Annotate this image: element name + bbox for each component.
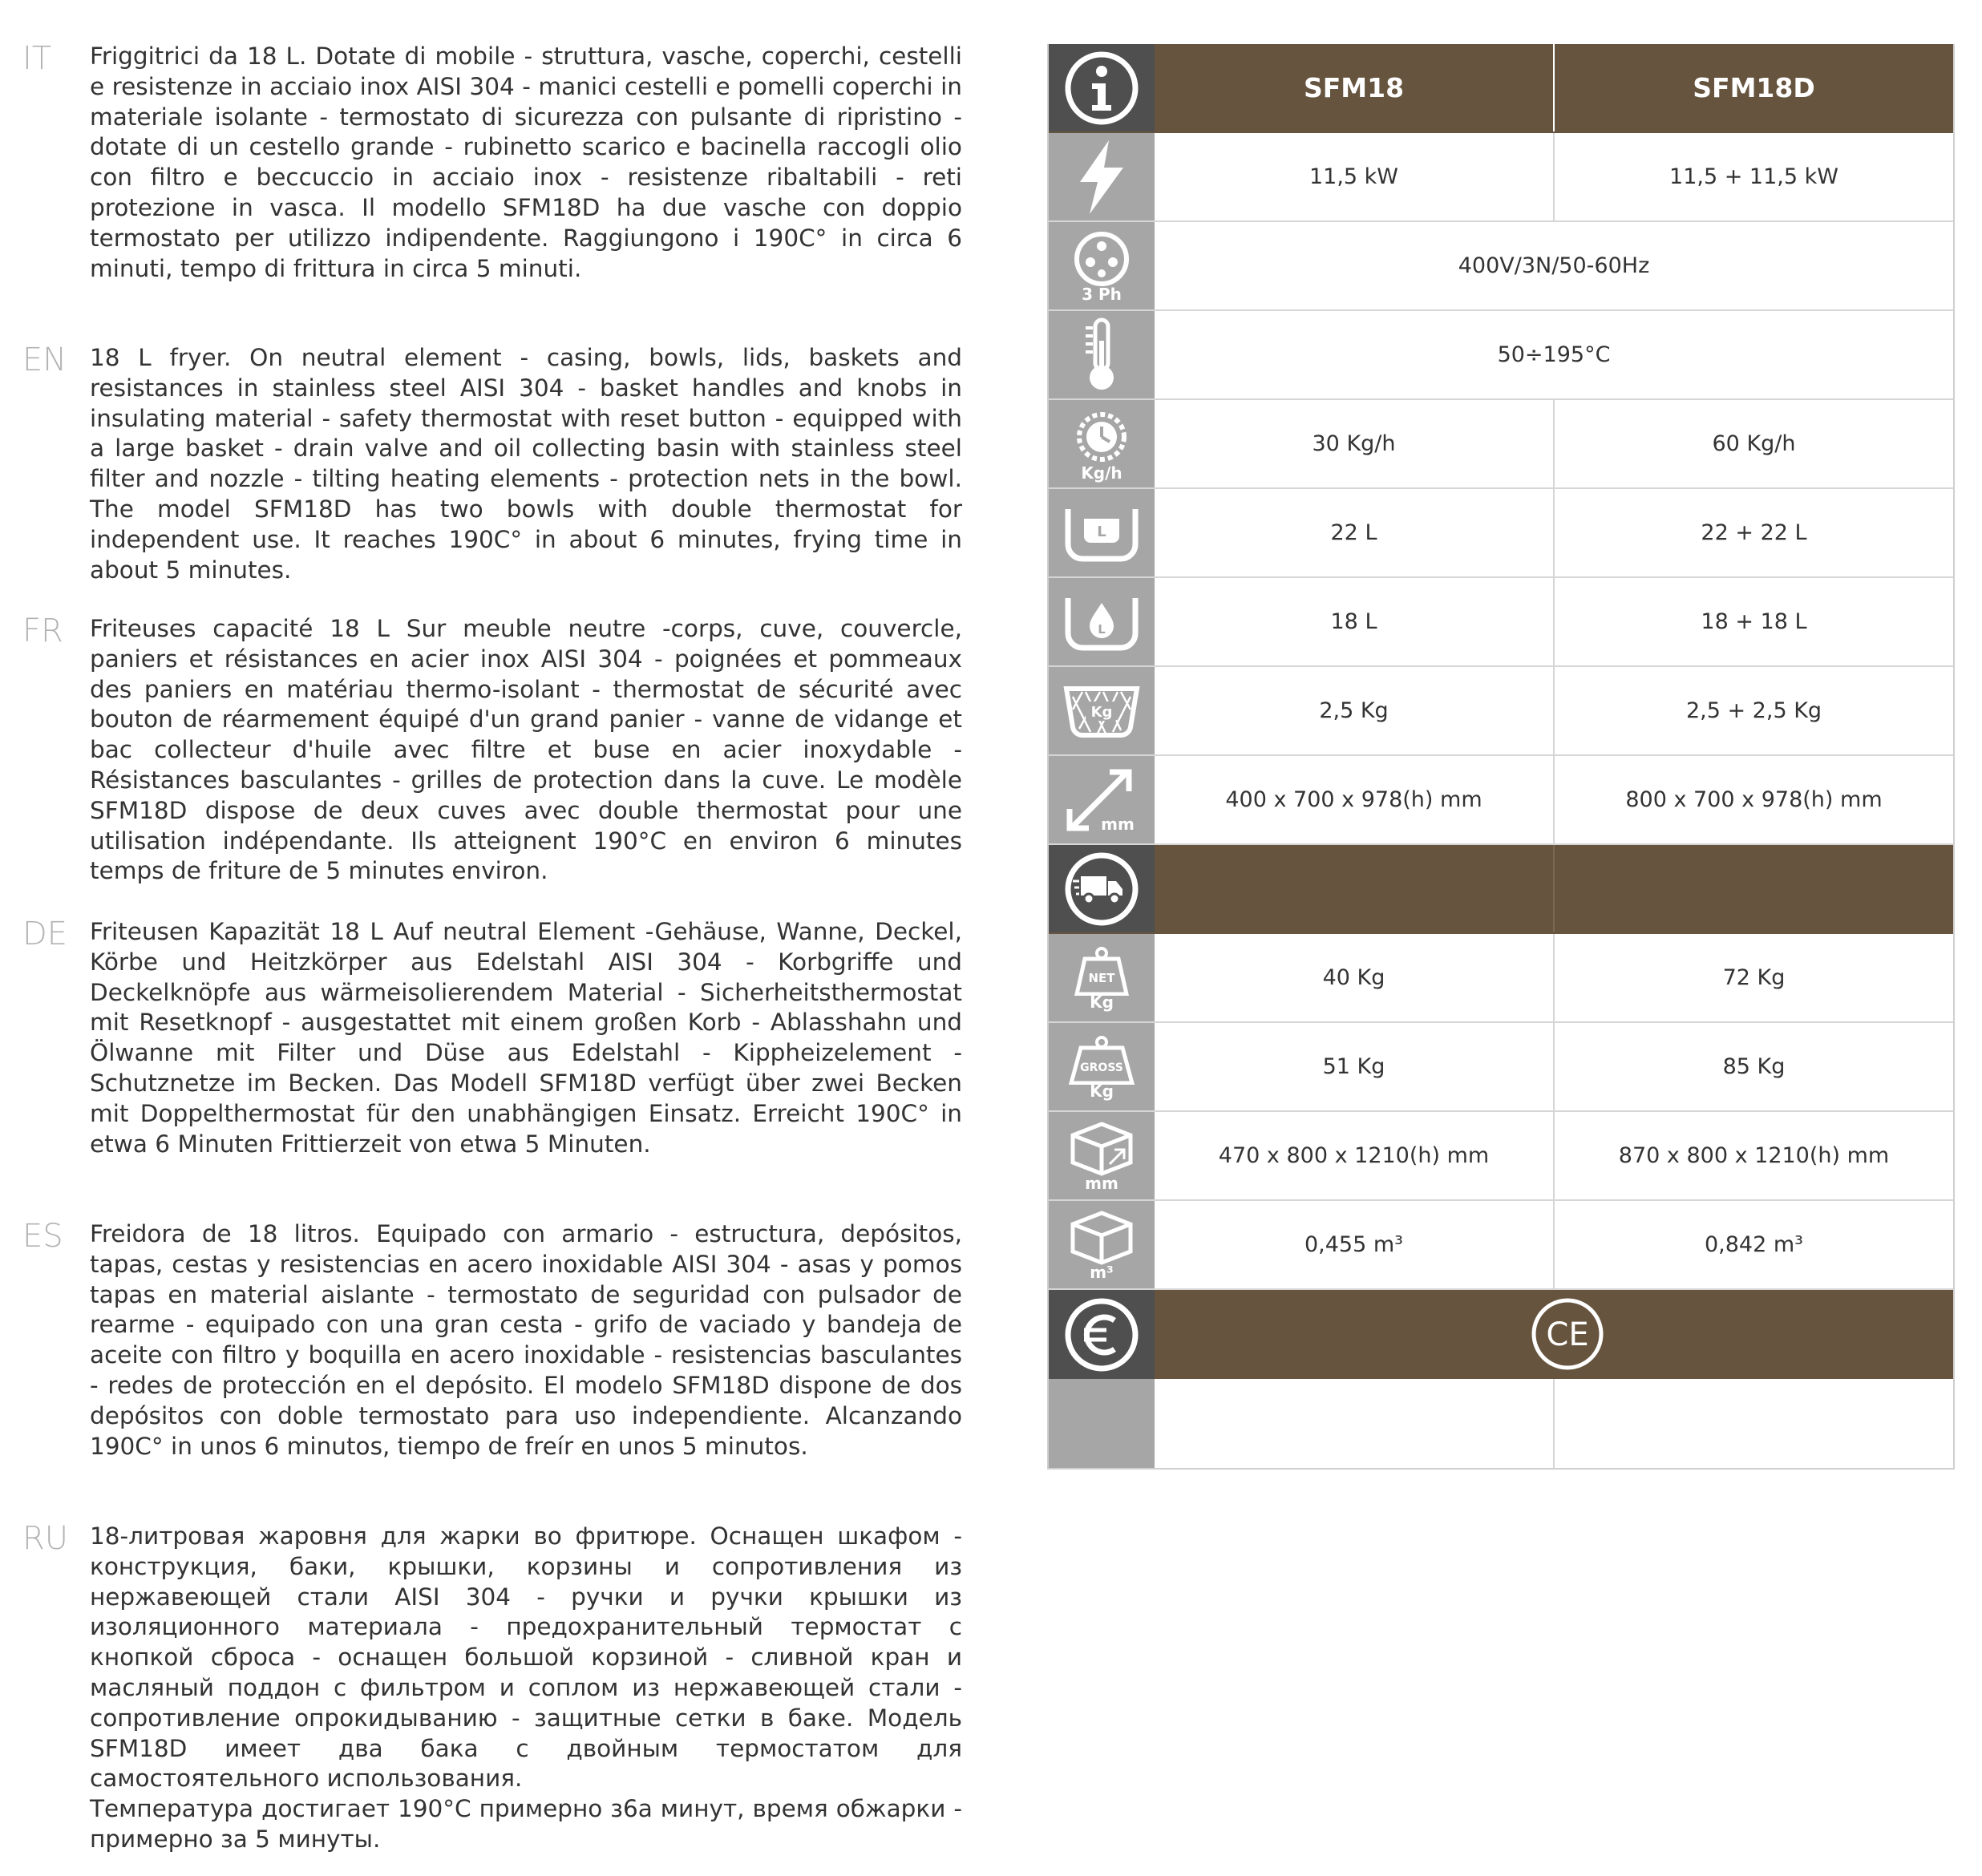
icon-caption: Kg <box>1090 1081 1114 1101</box>
value-cell: 400 x 700 x 978(h) mm <box>1155 756 1555 843</box>
table-row <box>1049 489 1953 578</box>
price-row <box>1049 1379 1953 1468</box>
table-row <box>1049 1112 1953 1201</box>
package-dimensions-icon <box>1049 1112 1155 1199</box>
icon-badge: L <box>1098 621 1106 637</box>
description-text: Friggitrici da 18 L. Dotate di mobile - struttura, vasche, coperchi, cestelli e resistenze in acciaio inox AISI 304 - manici cestelli e pomelli coperchi in materiale isolante - termostato di sicurezza con pulsante di ripristino - dotate di un cestello grande - rubinetto scarico e bacinella raccogli olio con filtro e beccuccio in acciaio inox - resistenze ribaltabili - reti protezione in vasca. Il modello SFM18D ha due vasche con doppio termostato per utilizzo indipendente. Raggiungono i 190C° in circa 6 minuti, tempo di frittura in circa 5 minuti. <box>90 42 962 282</box>
package-volume-icon <box>1049 1201 1155 1288</box>
value-cell: 18 L <box>1155 578 1555 665</box>
value-cell: 11,5 kW <box>1155 133 1555 220</box>
description-text: 18 L fryer. On neutral element - casing, bowls, lids, baskets and resistances in stainless steel AISI 304 - basket handles and knobs in insulating material - safety thermostat with reset button - equipped with a large basket - drain valve and oil collecting basin with stainless steel filter and nozzle - tilting heating elements - protection nets in the bowl. The model SFM18D has two bowls with double thermostat for independent use. It reaches 190C° in about 6 minutes, frying time in about 5 minutes. <box>90 344 962 584</box>
price-cell <box>1555 1379 1953 1468</box>
value-cell: 22 L <box>1155 489 1555 576</box>
icon-badge: L <box>1097 523 1106 540</box>
empty-cell <box>1555 845 1953 932</box>
dimensions-arrow-icon <box>1049 756 1155 843</box>
model-header-sfm18: SFM18 <box>1155 44 1555 131</box>
language-code: ES <box>22 1218 63 1255</box>
value-cell: 50÷195°C <box>1497 342 1611 367</box>
table-row <box>1049 1023 1953 1112</box>
icon-badge: GROSS <box>1080 1061 1123 1074</box>
value-cell: 800 x 700 x 978(h) mm <box>1625 787 1883 812</box>
value-cell: 72 Kg <box>1722 965 1786 990</box>
value-cell: 85 Kg <box>1722 1054 1786 1079</box>
thermometer-icon <box>1049 311 1155 398</box>
description-text: Friteuses capacité 18 L Sur meuble neutre -corps, cuve, couvercle, paniers et résistances en acier inox AISI 304 - poignées et pommeaux des paniers en matériau thermo-isolant - thermostat de sécurité avec bouton de réarmement équipé d'un grand panier - vanne de vidange et bac collecteur d'huile avec filtre et buse en acier inoxydable - Résistances basculantes - grilles de protection dans la cuve. Le modèle SFM18D dispose de deux cuves avec double thermostat pour une utilisation indépendante. Ils atteignent 190°C en environ 6 minutes temps de friture de 5 minutes environ. <box>90 615 962 885</box>
shipping-header-row <box>1049 845 1953 934</box>
model-header-sfm18d: SFM18D <box>1693 72 1815 103</box>
value-cell: 40 Kg <box>1155 934 1555 1021</box>
info-icon <box>1049 44 1155 131</box>
value-cell: 2,5 Kg <box>1155 667 1555 754</box>
value-cell: 18 + 18 L <box>1701 609 1807 634</box>
table-header-row <box>1049 44 1953 133</box>
oil-capacity-icon <box>1049 578 1155 665</box>
three-phase-plug-icon <box>1049 222 1155 309</box>
description-text: 18-литровая жаровня для жарки во фритюре. Оснащен шкафом - конструкция, баки, крышки, корзины и сопротивления из нержавеющей стали AISI 304 - ручки и ручки крышки из изоляционного материала - предохранительный термостат с кнопкой сброса - оснащен большой корзиной - сливной кран и масляный поддон с фильтром и соплом из нержавеющей стали - сопротивление опрокидыванию - защитные сетки в баке. Модель SFM18D имеет два бака с двойным термостатом для самостоятельного использования. Температура достигает 190°C примерно з6а минут, время обжарки - примерно за 5 минуты. <box>90 1522 962 1853</box>
value-cell: 0,455 m³ <box>1155 1201 1555 1288</box>
icon-caption: mm <box>1085 1173 1118 1193</box>
value-cell: 870 x 800 x 1210(h) mm <box>1618 1143 1890 1168</box>
table-row <box>1049 133 1953 222</box>
language-code: FR <box>22 613 63 649</box>
power-lightning-icon <box>1049 133 1155 220</box>
ce-mark-text: CE <box>1546 1316 1589 1353</box>
value-cell: 22 + 22 L <box>1701 520 1807 545</box>
language-code: DE <box>22 916 68 952</box>
description-text: Freidora de 18 litros. Equipado con armario - estructura, depósitos, tapas, cestas y resistencias en acero inoxidable AISI 304 - asas y pomos tapas en material aislante - termostato de seguridad con pulsador de rearme - equipado con una gran cesta - grifo de vaciado y bandeja de aceite con filtro y boquilla en acero inoxidable - resistencias basculantes - redes de protección en el depósito. El modelo SFM18D dispone de dos depósitos con doble termostato para uso independiente. Alcanzando 190C° in unos 6 minutos, tiempo de freír en unos 5 minutos. <box>90 1220 962 1460</box>
table-row <box>1049 756 1953 845</box>
value-cell: 30 Kg/h <box>1155 400 1555 487</box>
description-text: Friteusen Kapazität 18 L Auf neutral Element -Gehäuse, Wanne, Deckel, Körbe und Heitzkörper aus Edelstahl AISI 304 - Korbgriffe und Deckelknöpfe aus wärmeisolierendem Material - Sicherheitsthermostat mit Resetknopf - ausgestattet mit einem großen Korb - Ablasshahn und Ölwanne mit Filter und Düse aus Edelstahl - Kippheizelement - Schutznetze im Becken. Das Modell SFM18D verfügt über zwei Becken mit Doppelthermostat für den unabhängigen Einsatz. Erreicht 190C° in etwa 6 Minuten Frittierzeit von etwa 5 Minuten. <box>90 918 962 1158</box>
table-row <box>1049 934 1953 1023</box>
icon-caption: m³ <box>1090 1262 1114 1282</box>
price-icon-cell <box>1049 1379 1155 1468</box>
table-row <box>1049 400 1953 489</box>
tank-capacity-icon <box>1049 489 1155 576</box>
icon-caption: Kg <box>1090 992 1114 1012</box>
delivery-truck-icon <box>1049 845 1155 932</box>
icon-badge: Kg <box>1090 703 1113 721</box>
value-cell: 51 Kg <box>1155 1023 1555 1110</box>
basket-icon <box>1049 667 1155 754</box>
gross-weight-icon <box>1049 1023 1155 1110</box>
descriptions-column <box>0 0 978 1876</box>
table-row <box>1049 311 1953 400</box>
empty-cell <box>1155 845 1555 932</box>
value-cell: 0,842 m³ <box>1704 1232 1803 1257</box>
table-row <box>1049 1201 1953 1290</box>
ce-mark-icon <box>1531 1297 1604 1371</box>
table-row <box>1049 222 1953 311</box>
price-header-row <box>1049 1290 1953 1379</box>
language-code: IT <box>22 40 52 77</box>
value-cell: 60 Kg/h <box>1712 431 1796 456</box>
price-cell <box>1155 1379 1555 1468</box>
value-cell: 11,5 + 11,5 kW <box>1669 164 1838 189</box>
value-cell: 2,5 + 2,5 Kg <box>1685 698 1822 723</box>
euro-icon <box>1049 1290 1155 1379</box>
language-code: RU <box>22 1520 69 1557</box>
icon-caption: Kg/h <box>1081 463 1122 483</box>
table-row <box>1049 667 1953 756</box>
value-cell: 400V/3N/50-60Hz <box>1458 253 1650 278</box>
icon-caption: 3 Ph <box>1082 284 1122 304</box>
production-gauge-icon <box>1049 400 1155 487</box>
value-cell: 470 x 800 x 1210(h) mm <box>1155 1112 1555 1199</box>
icon-badge: mm <box>1101 814 1135 834</box>
spec-table <box>1047 44 1955 1470</box>
table-row <box>1049 578 1953 667</box>
language-code: EN <box>22 342 67 378</box>
net-weight-icon <box>1049 934 1155 1021</box>
icon-badge: NET <box>1088 970 1115 985</box>
